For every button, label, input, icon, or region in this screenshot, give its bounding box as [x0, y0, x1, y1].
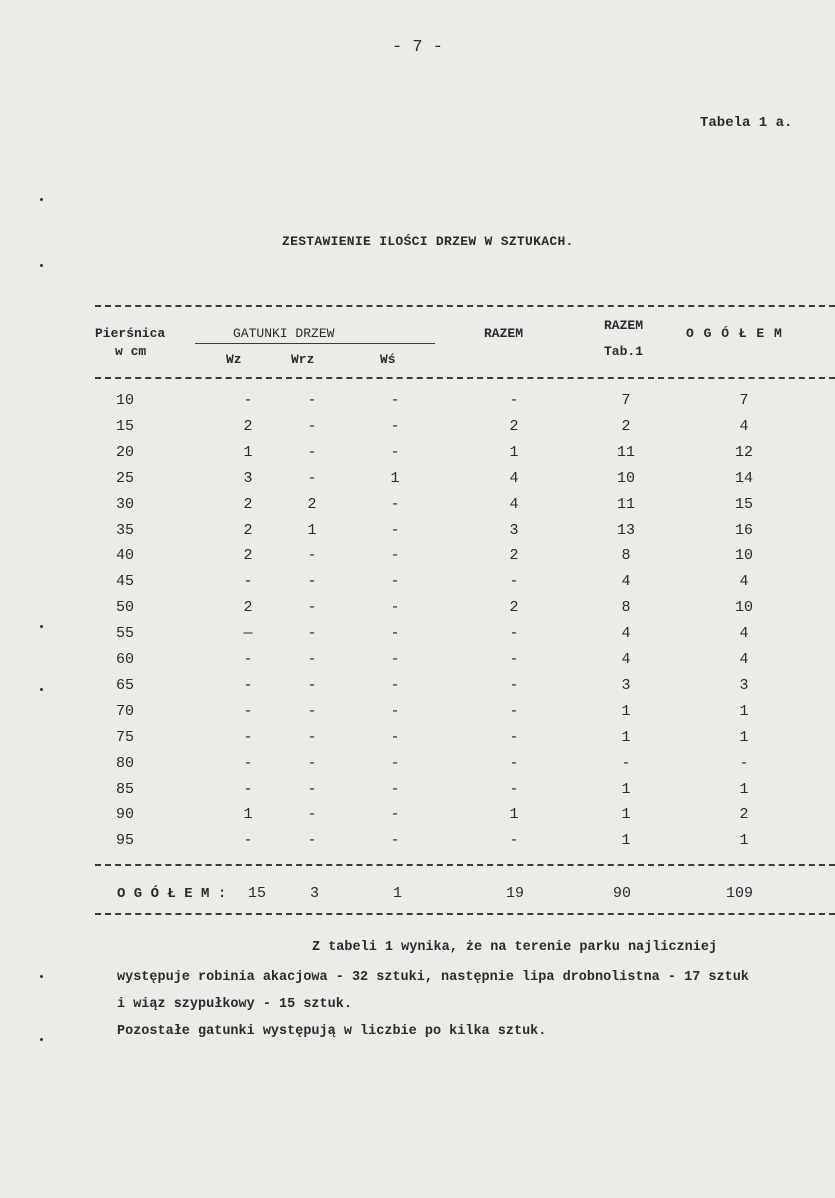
razem-tab-cell: 2 [621, 417, 631, 435]
wrz-cell: - [307, 728, 317, 746]
diameter-cell: 50 [116, 599, 135, 617]
wz-cell: 3 [243, 469, 253, 487]
razem-tab-cell: 8 [621, 547, 631, 565]
ogolem-cell: 1 [739, 832, 749, 850]
razem-cell: 1 [509, 443, 519, 461]
totals-top-rule [95, 864, 835, 866]
page-number: - 7 - [392, 38, 444, 57]
diameter-cell: 70 [116, 702, 135, 720]
razem-cell: 2 [509, 547, 519, 565]
ws-cell: - [390, 625, 400, 643]
razem-tab-cell: 1 [621, 702, 631, 720]
ogolem-cell: 1 [739, 780, 749, 798]
totals-label: O G Ó Ł E M : [117, 886, 227, 902]
ws-cell: - [390, 417, 400, 435]
wrz-cell: - [307, 417, 317, 435]
wrz-cell: - [307, 651, 317, 668]
ogolem-cell: 16 [734, 521, 753, 539]
ogolem-cell: 4 [739, 417, 749, 435]
razem-cell: - [509, 651, 519, 668]
razem-cell: - [509, 392, 519, 409]
ws-cell: - [390, 728, 400, 746]
wz-cell: - [243, 832, 253, 850]
wrz-cell: - [307, 599, 317, 617]
wz-cell: - [243, 780, 253, 798]
diameter-cell: 40 [116, 547, 135, 565]
razem-tab-cell: 11 [616, 495, 635, 513]
diameter-cell: 85 [116, 780, 135, 798]
ws-cell: - [390, 573, 400, 591]
header-razem-tab: RAZEM [604, 318, 644, 333]
ws-cell: - [390, 495, 400, 513]
header-ogolem: O G Ó Ł E M [686, 326, 783, 341]
margin-dot [40, 625, 43, 628]
razem-tab-cell: 1 [621, 806, 631, 824]
diameter-cell: 45 [116, 573, 135, 591]
razem-cell: - [509, 573, 519, 591]
header-species-group: GATUNKI DRZEW [233, 326, 335, 341]
razem-cell: 4 [509, 495, 519, 513]
razem-tab-cell: 4 [621, 573, 631, 591]
diameter-cell: 80 [116, 754, 135, 772]
header-razem-tab-sub: Tab.1 [604, 344, 644, 359]
ogolem-cell: 7 [739, 392, 749, 409]
razem-cell: - [509, 754, 519, 772]
wrz-cell: - [307, 547, 317, 565]
total-razem: 19 [506, 885, 525, 902]
ogolem-cell: 10 [734, 547, 753, 565]
group-underline [195, 343, 435, 344]
ws-cell: - [390, 702, 400, 720]
paragraph-line-1: Z tabeli 1 wynika, że na terenie parku najliczniej [312, 940, 718, 955]
wrz-cell: - [307, 702, 317, 720]
diameter-cell: 10 [116, 392, 135, 409]
ws-cell: - [390, 651, 400, 668]
razem-cell: - [509, 625, 519, 643]
header-razem: RAZEM [484, 326, 524, 341]
diameter-cell: 25 [116, 469, 135, 487]
total-wz: 15 [248, 885, 267, 902]
margin-dot [40, 198, 43, 201]
ws-cell: - [390, 599, 400, 617]
razem-cell: - [509, 832, 519, 850]
wrz-cell: - [307, 780, 317, 798]
razem-cell: - [509, 676, 519, 694]
razem-cell: - [509, 728, 519, 746]
wrz-cell: 2 [307, 495, 317, 513]
header-diameter: Pierśnica [95, 326, 166, 341]
wz-cell: — [243, 625, 253, 643]
totals-bottom-rule [95, 913, 835, 915]
ws-cell: - [390, 806, 400, 824]
wz-cell: - [243, 754, 253, 772]
ogolem-cell: - [739, 754, 749, 772]
razem-cell: 1 [509, 806, 519, 824]
ws-cell: 1 [390, 469, 400, 487]
margin-dot [40, 264, 43, 267]
header-ws: Wś [380, 352, 396, 367]
razem-cell: 4 [509, 469, 519, 487]
razem-tab-cell: 1 [621, 780, 631, 798]
wz-cell: - [243, 728, 253, 746]
wz-cell: - [243, 676, 253, 694]
wrz-cell: - [307, 625, 317, 643]
razem-tab-cell: 10 [616, 469, 635, 487]
razem-cell: 2 [509, 599, 519, 617]
ogolem-cell: 1 [739, 702, 749, 720]
table-title: ZESTAWIENIE ILOŚCI DRZEW W SZTUKACH. [282, 234, 574, 249]
margin-dot [40, 688, 43, 691]
ogolem-cell: 4 [739, 625, 749, 643]
ogolem-cell: 4 [739, 651, 749, 668]
diameter-cell: 90 [116, 806, 135, 824]
ogolem-cell: 14 [734, 469, 753, 487]
wrz-cell: - [307, 573, 317, 591]
total-ws: 1 [393, 885, 403, 902]
wz-cell: 2 [243, 417, 253, 435]
wz-cell: - [243, 702, 253, 720]
ogolem-cell: 12 [734, 443, 753, 461]
diameter-cell: 30 [116, 495, 135, 513]
ws-cell: - [390, 676, 400, 694]
razem-cell: 3 [509, 521, 519, 539]
paragraph-line-2: występuje robinia akacjowa - 32 sztuki, następnie lipa drobnolistna - 17 sztuk [117, 970, 749, 985]
diameter-cell: 75 [116, 728, 135, 746]
header-wz: Wz [226, 352, 242, 367]
header-wrz: Wrz [291, 352, 315, 367]
wz-cell: 2 [243, 599, 253, 617]
ws-cell: - [390, 521, 400, 539]
ogolem-cell: 4 [739, 573, 749, 591]
wz-cell: 1 [243, 443, 253, 461]
ogolem-cell: 1 [739, 728, 749, 746]
diameter-cell: 55 [116, 625, 135, 643]
header-bottom-rule [95, 377, 835, 379]
diameter-cell: 60 [116, 651, 135, 668]
razem-cell: - [509, 780, 519, 798]
margin-dot [40, 1038, 43, 1041]
wrz-cell: - [307, 392, 317, 409]
margin-dot [40, 975, 43, 978]
razem-cell: 2 [509, 417, 519, 435]
wrz-cell: - [307, 806, 317, 824]
razem-tab-cell: - [621, 754, 631, 772]
wz-cell: 2 [243, 547, 253, 565]
diameter-cell: 65 [116, 676, 135, 694]
ws-cell: - [390, 392, 400, 409]
diameter-cell: 20 [116, 443, 135, 461]
wrz-cell: - [307, 832, 317, 850]
wz-cell: 1 [243, 806, 253, 824]
razem-cell: - [509, 702, 519, 720]
wrz-cell: - [307, 754, 317, 772]
razem-tab-cell: 1 [621, 832, 631, 850]
razem-tab-cell: 4 [621, 625, 631, 643]
ogolem-cell: 10 [734, 599, 753, 617]
ws-cell: - [390, 780, 400, 798]
total-ogolem: 109 [726, 885, 754, 902]
paragraph-line-3: i wiąz szypułkowy - 15 sztuk. [117, 997, 352, 1012]
ws-cell: - [390, 443, 400, 461]
total-razem-tab: 90 [613, 885, 632, 902]
wrz-cell: - [307, 443, 317, 461]
razem-tab-cell: 7 [621, 392, 631, 409]
razem-tab-cell: 4 [621, 651, 631, 668]
diameter-cell: 15 [116, 417, 135, 435]
razem-tab-cell: 8 [621, 599, 631, 617]
ogolem-cell: 3 [739, 676, 749, 694]
wrz-cell: - [307, 469, 317, 487]
ogolem-cell: 15 [734, 495, 753, 513]
razem-tab-cell: 1 [621, 728, 631, 746]
wz-cell: - [243, 392, 253, 409]
ws-cell: - [390, 547, 400, 565]
header-diameter-unit: w cm [115, 344, 147, 359]
wrz-cell: 1 [307, 521, 317, 539]
paragraph-line-4: Pozostałe gatunki występują w liczbie po kilka sztuk. [117, 1024, 547, 1039]
ws-cell: - [390, 754, 400, 772]
ws-cell: - [390, 832, 400, 850]
wz-cell: - [243, 573, 253, 591]
wz-cell: - [243, 651, 253, 668]
wz-cell: 2 [243, 521, 253, 539]
wrz-cell: - [307, 676, 317, 694]
table-label: Tabela 1 a. [700, 115, 793, 131]
diameter-cell: 35 [116, 521, 135, 539]
table-top-rule [95, 305, 835, 307]
razem-tab-cell: 3 [621, 676, 631, 694]
diameter-cell: 95 [116, 832, 135, 850]
wz-cell: 2 [243, 495, 253, 513]
total-wrz: 3 [310, 885, 320, 902]
razem-tab-cell: 11 [616, 443, 635, 461]
razem-tab-cell: 13 [616, 521, 635, 539]
ogolem-cell: 2 [739, 806, 749, 824]
